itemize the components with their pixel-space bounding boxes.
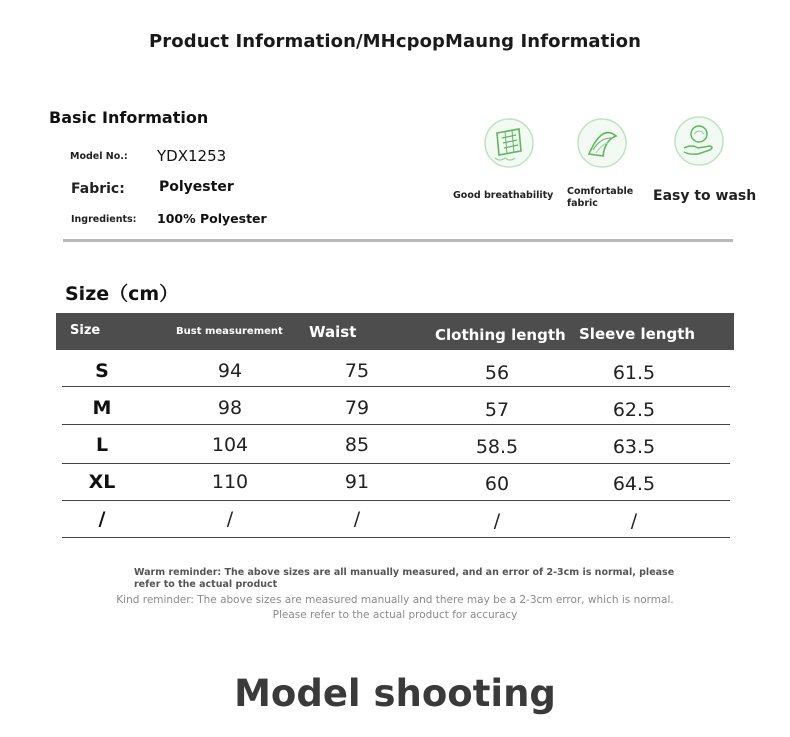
cell-waist: 79 [344, 397, 370, 419]
cell-waist: 85 [344, 434, 370, 456]
header-waist: Waist [309, 323, 357, 341]
ingredients-value: 100% Polyester [157, 211, 267, 226]
cell-size: S [95, 360, 109, 382]
comfortable-fabric-label-line1: Comfortable [567, 186, 634, 197]
section-divider [63, 239, 733, 242]
header-size: Size [70, 323, 101, 338]
cell-sleeve-length: / [630, 510, 638, 532]
header-sleeve-length: Sleeve length [579, 325, 696, 343]
cell-size: / [98, 508, 106, 530]
cell-clothing-length: 58.5 [475, 436, 519, 458]
row-divider [62, 500, 730, 501]
row-divider [62, 424, 730, 425]
cell-bust: 110 [211, 471, 249, 493]
model-no-label: Model No.: [70, 151, 128, 162]
kind-reminder-line2: Please refer to the actual product for accuracy [272, 609, 518, 621]
cell-waist: 75 [344, 360, 370, 382]
cell-bust: 98 [217, 397, 243, 419]
row-divider [62, 537, 730, 538]
row-divider [62, 386, 730, 387]
comfortable-fabric-label-line2: fabric [567, 198, 598, 209]
cell-size: M [92, 397, 112, 419]
easy-wash-label: Easy to wash [653, 188, 757, 204]
cell-clothing-length: / [493, 510, 501, 532]
cell-sleeve-length: 64.5 [612, 473, 656, 495]
cell-waist: 91 [344, 471, 370, 493]
cell-clothing-length: 60 [484, 473, 510, 495]
comfortable-fabric-icon [575, 116, 629, 174]
page-title: Product Information/MHcpopMaung Information [148, 31, 642, 52]
header-clothing-length: Clothing length [435, 326, 566, 344]
cell-size: XL [88, 471, 116, 493]
fabric-value: Polyester [159, 179, 234, 195]
fabric-label: Fabric: [71, 181, 125, 197]
cell-bust: 94 [217, 360, 243, 382]
model-shooting-heading: Model shooting [234, 672, 556, 715]
cell-clothing-length: 56 [484, 362, 510, 384]
breathability-label: Good breathability [453, 190, 554, 201]
cell-size: L [95, 434, 109, 456]
warm-reminder-line1: Warm reminder: The above sizes are all manually measured, and an error of 2-3cm is normal, please [134, 567, 675, 578]
cell-sleeve-length: 63.5 [612, 436, 656, 458]
kind-reminder-line1: Kind reminder: The above sizes are measured manually and there may be a 2-3cm error, which is normal. [116, 594, 674, 606]
cell-bust: / [226, 508, 234, 530]
warm-reminder-line2: refer to the actual product [134, 579, 278, 590]
cell-waist: / [353, 508, 361, 530]
cell-clothing-length: 57 [484, 399, 510, 421]
row-divider [62, 463, 730, 464]
basic-information-heading: Basic Information [49, 108, 209, 127]
size-heading: Size（cm） [65, 283, 179, 305]
breathability-icon [482, 116, 536, 174]
ingredients-label: Ingredients: [71, 214, 137, 225]
header-bust: Bust measurement [176, 326, 283, 337]
model-no-value: YDX1253 [157, 147, 227, 165]
easy-wash-icon [672, 114, 726, 172]
cell-bust: 104 [211, 434, 249, 456]
cell-sleeve-length: 61.5 [612, 362, 656, 384]
cell-sleeve-length: 62.5 [612, 399, 656, 421]
